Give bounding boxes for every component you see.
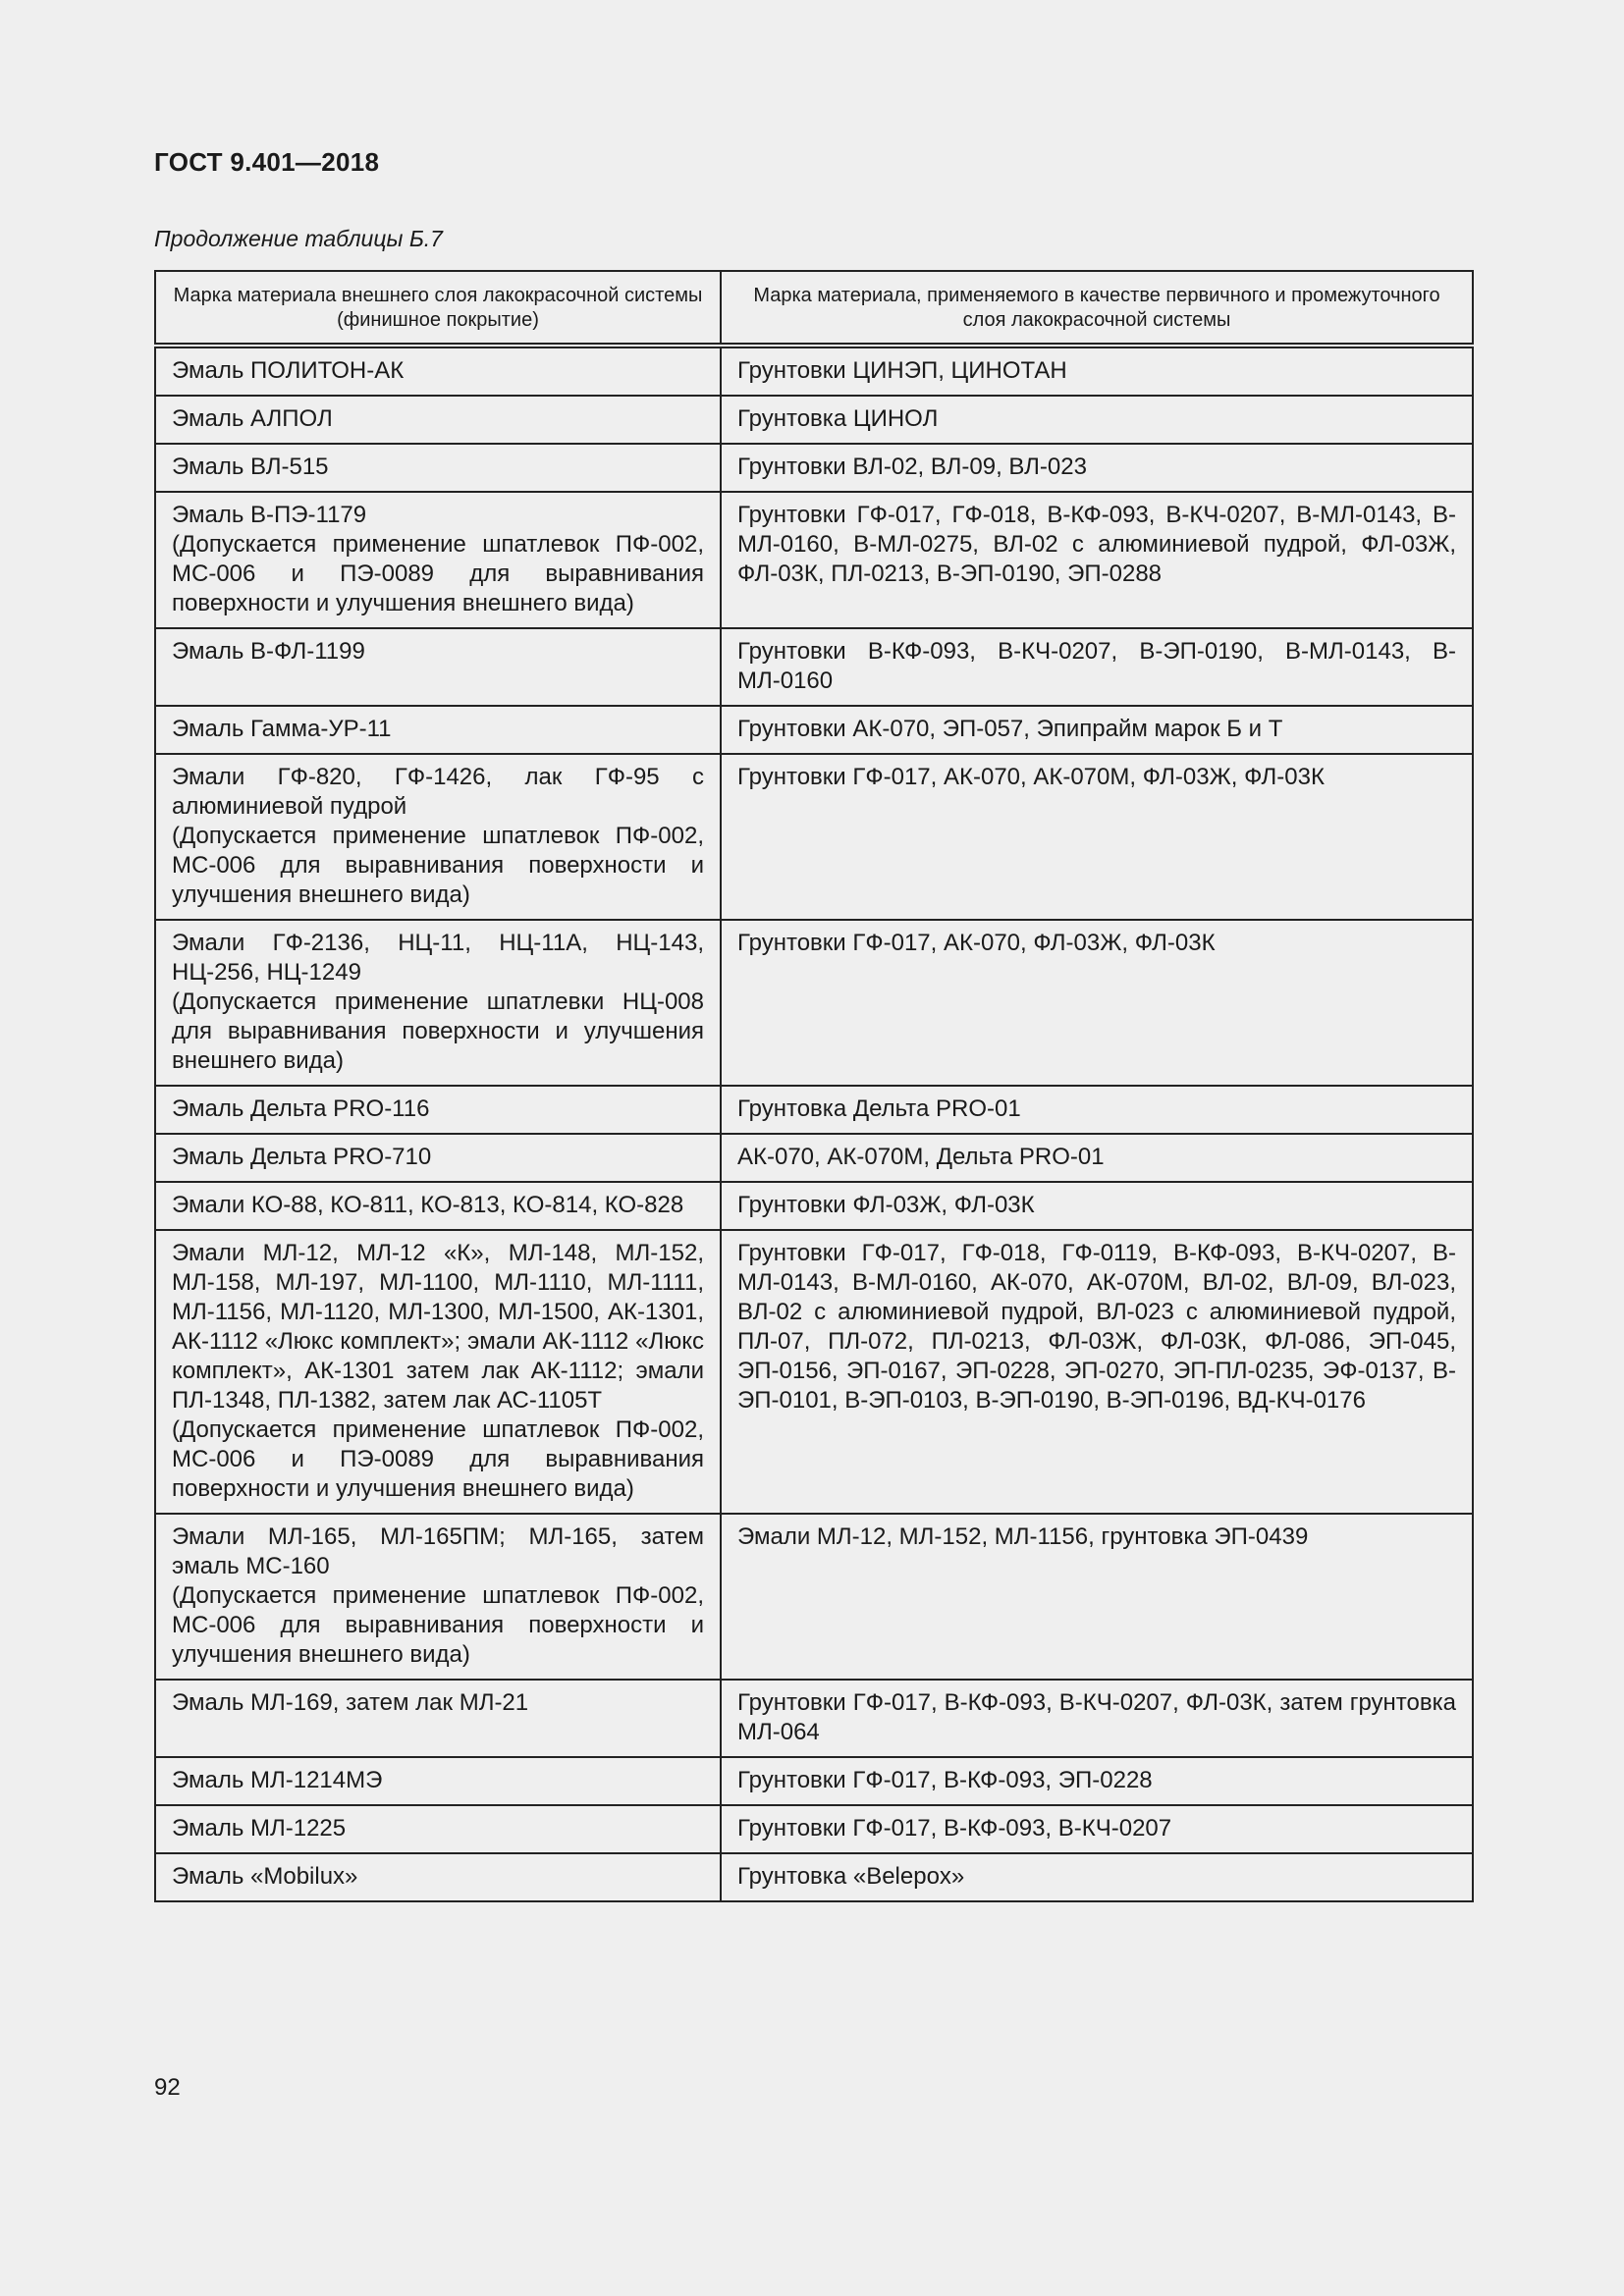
finish-coat-name: Эмали МЛ-165, МЛ-165ПМ; МЛ-165, затем эмаль МС-160 — [172, 1523, 704, 1579]
finish-coat-note: (Допускается применение шпатлевок ПФ-002, МС-006 для выравнивания поверхности и улучшения внешнего вида) — [172, 823, 704, 908]
table-row — [155, 1680, 1473, 1757]
finish-coat-name: Эмаль МЛ-169, затем лак МЛ-21 — [172, 1689, 529, 1716]
table-row — [155, 492, 1473, 628]
primer-coat-cell: Грунтовки ГФ-017, АК-070, ФЛ-03Ж, ФЛ-03К — [721, 920, 1473, 1086]
finish-coat-cell — [155, 346, 721, 396]
finish-coat-name: Эмаль Дельта PRO-116 — [172, 1095, 430, 1122]
table-row — [155, 396, 1473, 444]
table-row — [155, 920, 1473, 1086]
primer-coat-cell: Грунтовки ЦИНЭП, ЦИНОТАН — [721, 346, 1473, 396]
finish-coat-cell — [155, 754, 721, 920]
table-body — [155, 346, 1473, 1901]
table-row — [155, 628, 1473, 706]
primer-coat-cell: Грунтовки ГФ-017, В-КФ-093, В-КЧ-0207, ФЛ-03К, затем грунтовка МЛ-064 — [721, 1680, 1473, 1757]
finish-coat-name: Эмаль В-ФЛ-1199 — [172, 638, 365, 665]
finish-coat-cell — [155, 396, 721, 444]
finish-coat-cell — [155, 492, 721, 628]
column-header-primer: Марка материала, применяемого в качестве первичного и промежуточного слоя лакокрасочной системы — [721, 271, 1473, 346]
primer-coat-cell: Грунтовки ГФ-017, АК-070, АК-070М, ФЛ-03Ж, ФЛ-03К — [721, 754, 1473, 920]
materials-table — [154, 270, 1474, 1902]
finish-coat-cell — [155, 1134, 721, 1182]
finish-coat-name: Эмаль Дельта PRO-710 — [172, 1144, 432, 1170]
finish-coat-name: Эмаль ПОЛИТОН-АК — [172, 357, 405, 384]
table-row — [155, 444, 1473, 492]
primer-coat-cell: Грунтовка ЦИНОЛ — [721, 396, 1473, 444]
finish-coat-cell — [155, 628, 721, 706]
primer-coat-cell: Грунтовка Дельта PRO-01 — [721, 1086, 1473, 1134]
primer-coat-cell: Грунтовки ГФ-017, ГФ-018, ГФ-0119, В-КФ-093, В-КЧ-0207, В-МЛ-0143, В-МЛ-0160, АК-070, АК-070М, ВЛ-02, ВЛ-09, ВЛ-023, ВЛ-02 с алюминиевой пудрой, ВЛ-023 с алюминиевой пудрой, ПЛ-07, ПЛ-072, ПЛ-0213, ФЛ-03Ж, ФЛ-03К, ФЛ-086, ЭП-045, ЭП-0156, ЭП-0167, ЭП-0228, ЭП-0270, ЭП-ПЛ-0235, ЭФ-0137, В-ЭП-0101, В-ЭП-0103, В-ЭП-0190, В-ЭП-0196, ВД-КЧ-0176 — [721, 1230, 1473, 1514]
document-id: ГОСТ 9.401—2018 — [154, 147, 380, 177]
column-header-finish: Марка материала внешнего слоя лакокрасочной системы (финишное покрытие) — [155, 271, 721, 346]
finish-coat-cell — [155, 1853, 721, 1901]
finish-coat-name: Эмали ГФ-2136, НЦ-11, НЦ-11А, НЦ-143, НЦ-256, НЦ-1249 — [172, 930, 704, 986]
finish-coat-cell — [155, 1757, 721, 1805]
finish-coat-note: (Допускается применение шпатлевок ПФ-002, МС-006 и ПЭ-0089 для выравнивания поверхности и улучшения внешнего вида) — [172, 531, 704, 616]
finish-coat-name: Эмаль МЛ-1225 — [172, 1815, 347, 1842]
primer-coat-cell: АК-070, АК-070М, Дельта PRO-01 — [721, 1134, 1473, 1182]
page-number: 92 — [154, 2074, 181, 2101]
finish-coat-cell — [155, 1182, 721, 1230]
table-row — [155, 1805, 1473, 1853]
finish-coat-note: (Допускается применение шпатлевки НЦ-008 для выравнивания поверхности и улучшения внешнего вида) — [172, 988, 704, 1074]
finish-coat-name: Эмаль МЛ-1214МЭ — [172, 1767, 383, 1793]
primer-coat-cell: Грунтовки В-КФ-093, В-КЧ-0207, В-ЭП-0190, В-МЛ-0143, В-МЛ-0160 — [721, 628, 1473, 706]
finish-coat-name: Эмаль Гамма-УР-11 — [172, 716, 392, 742]
table-row — [155, 346, 1473, 396]
primer-coat-cell: Эмали МЛ-12, МЛ-152, МЛ-1156, грунтовка ЭП-0439 — [721, 1514, 1473, 1680]
primer-coat-cell: Грунтовки ГФ-017, В-КФ-093, В-КЧ-0207 — [721, 1805, 1473, 1853]
table-row — [155, 1230, 1473, 1514]
finish-coat-cell — [155, 1514, 721, 1680]
finish-coat-cell — [155, 920, 721, 1086]
primer-coat-cell: Грунтовка «Belepox» — [721, 1853, 1473, 1901]
primer-coat-cell: Грунтовки ГФ-017, ГФ-018, В-КФ-093, В-КЧ-0207, В-МЛ-0143, В-МЛ-0160, В-МЛ-0275, ВЛ-02 с алюминиевой пудрой, ФЛ-03Ж, ФЛ-03К, ПЛ-0213, В-ЭП-0190, ЭП-0288 — [721, 492, 1473, 628]
primer-coat-cell: Грунтовки АК-070, ЭП-057, Эпипрайм марок Б и Т — [721, 706, 1473, 754]
finish-coat-cell — [155, 1086, 721, 1134]
table-row — [155, 1086, 1473, 1134]
table-row — [155, 1182, 1473, 1230]
finish-coat-name: Эмаль В-ПЭ-1179 — [172, 502, 367, 528]
finish-coat-cell — [155, 706, 721, 754]
finish-coat-name: Эмали ГФ-820, ГФ-1426, лак ГФ-95 с алюминиевой пудрой — [172, 764, 704, 820]
finish-coat-name: Эмаль «Mobilux» — [172, 1863, 358, 1890]
finish-coat-cell — [155, 444, 721, 492]
table-row — [155, 1514, 1473, 1680]
finish-coat-cell — [155, 1805, 721, 1853]
table-row — [155, 1134, 1473, 1182]
finish-coat-note: (Допускается применение шпатлевок ПФ-002, МС-006 для выравнивания поверхности и улучшения внешнего вида) — [172, 1582, 704, 1668]
primer-coat-cell: Грунтовки ВЛ-02, ВЛ-09, ВЛ-023 — [721, 444, 1473, 492]
finish-coat-name: Эмали КО-88, КО-811, КО-813, КО-814, КО-828 — [172, 1192, 684, 1218]
table-row — [155, 1757, 1473, 1805]
finish-coat-cell — [155, 1680, 721, 1757]
table-caption: Продолжение таблицы Б.7 — [154, 226, 443, 251]
finish-coat-name: Эмаль АЛПОЛ — [172, 405, 333, 432]
table-row — [155, 754, 1473, 920]
primer-coat-cell: Грунтовки ГФ-017, В-КФ-093, ЭП-0228 — [721, 1757, 1473, 1805]
table-row — [155, 706, 1473, 754]
primer-coat-cell: Грунтовки ФЛ-03Ж, ФЛ-03К — [721, 1182, 1473, 1230]
finish-coat-name: Эмаль ВЛ-515 — [172, 454, 329, 480]
table-row — [155, 1853, 1473, 1901]
finish-coat-name: Эмали МЛ-12, МЛ-12 «К», МЛ-148, МЛ-152, МЛ-158, МЛ-197, МЛ-1100, МЛ-1110, МЛ-1111, МЛ-1156, МЛ-1120, МЛ-1300, МЛ-1500, АК-1301, АК-1112 «Люкс комплект»; эмали АК-1112 «Люкс комплект», АК-1301 затем лак АК-1112; эмали ПЛ-1348, ПЛ-1382, затем лак АС-1105Т — [172, 1240, 704, 1414]
finish-coat-cell — [155, 1230, 721, 1514]
finish-coat-note: (Допускается применение шпатлевок ПФ-002, МС-006 и ПЭ-0089 для выравнивания поверхности и улучшения внешнего вида) — [172, 1416, 704, 1502]
table-header-row — [155, 271, 1473, 346]
